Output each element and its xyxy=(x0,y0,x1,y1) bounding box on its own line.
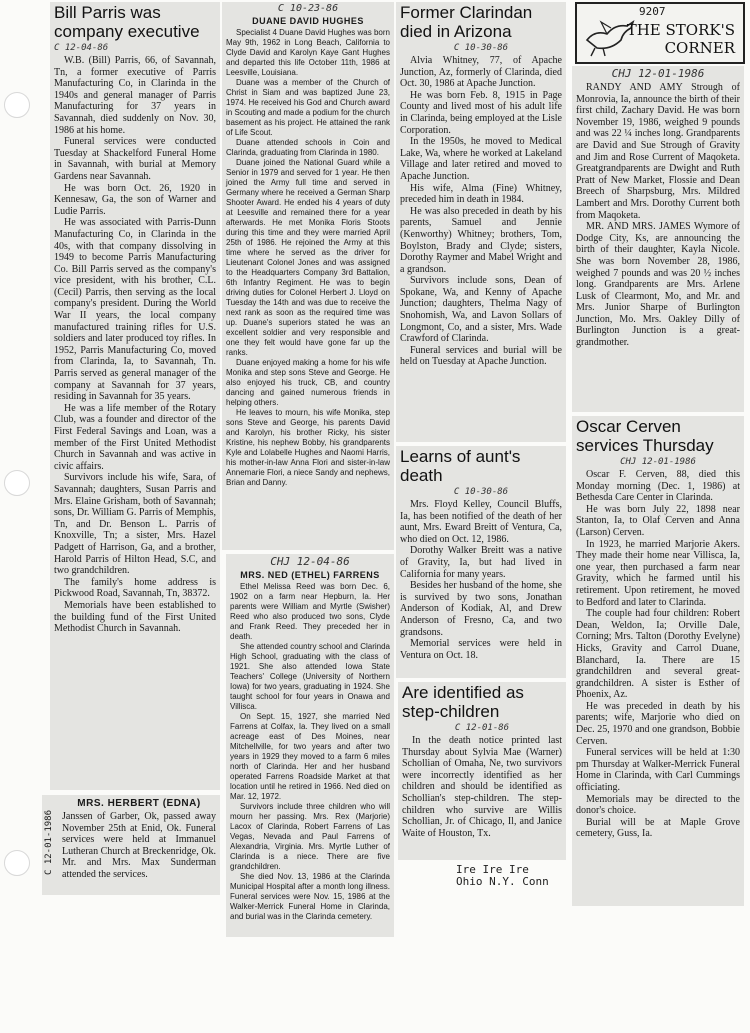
paragraph: Janssen of Garber, Ok, passed away November 25th at Enid, Ok. Funeral services were held at Immanuel Lutheran Church at Breckenridge, Ok. Mr. and Mrs. Max Sunderman attended the services. xyxy=(62,811,216,880)
herbert-body xyxy=(62,811,216,881)
storks-corner-header xyxy=(575,2,745,64)
duane-hughes-clipping xyxy=(222,2,394,550)
storks-corner-title-1: THE STORK'S xyxy=(626,21,735,39)
paragraph: In the 1950s, he moved to Medical Lake, Wa, where he worked at Lakeland Village and later retired and moved to Apache Junction. xyxy=(400,136,562,182)
bill-parris-date: C 12-04-86 xyxy=(54,43,109,53)
ethel-title: MRS. NED (ETHEL) FARRENS xyxy=(240,570,380,580)
storks-corner-date: CHJ 12-01-1986 xyxy=(611,67,705,80)
paragraph: Memorials have been established to the building fund of the First United Methodist Church in Savannah. xyxy=(54,599,216,635)
paragraph: He was associated with Parris-Dunn Manufacturing Co, in Clarinda in the 40s, with that company dissolving in 1949 to become Parris Manufacturing Co. Bill Parris served as the company's vice president, with his brother, C.L. (Cecil) Parris, then serving as the local company's president. During the World War II years, the local company manufactured training rifles for U.S. soldiers and later produced toy rifles. In 1952, Parris Manufacturing Co, moved from Clarinda, Ia, to Savannah, Tn. Parris served as general manager of the company at Savannah for 37 years, residing in Savannah for 35 years. xyxy=(54,217,216,403)
paragraph: Memorial services were held in Ventura on Oct. 18. xyxy=(400,638,562,661)
paragraph: Funeral services and burial will be held on Tuesday at Apache Junction. xyxy=(400,344,562,368)
paragraph: MR. AND MRS. JAMES Wymore of Dodge City, Ks, are announcing the birth of their daughter, Kayla Nicole. She was born November 28, 1986, weighed 7 pounds and was 20 ½ inches long. Grandparents are Mrs. Arlene Lusk of Clearmont, Mo, and Mr. and Mrs. Junior Sharpe of Burlington Junction, Mo. Mrs. Oakley Dilly of Burlington Junction is a great-grandmother. xyxy=(576,221,740,349)
stamp-line: Ohio N.Y. Conn xyxy=(456,875,549,888)
paragraph: Besides her husband of the home, she is survived by two sons, Jonathan Anderson of Kodiak, Al, and Drew Anderson of Fresno, Ca, and two grandsons. xyxy=(400,580,562,638)
binder-hole xyxy=(4,92,30,118)
ink-stamp xyxy=(456,864,566,888)
paragraph: Duane joined the National Guard while a Senior in 1979 and served for 1 year. He then joined the Army full time and served in Germany where he received a German Sharp Shooter Award. He ended his 4 years of duty at Leesville and remained there for a year afterwards. He met Monika Floris Stoots during this time and they were married April 25th of 1986. He rejoined the Army at this time where he served as the driver for Lieutenant Colonel Jones and was assigned to the Headquarters Company 3rd Battalion, 6th Infantry Regiment. He was to begin driving duties for Colonel Herbert J. Lloyd on Tuesday the 14th and was due to receive the next rank as soon as the required time was up. Duane's superiors stated he was an excellent soldier and very responsible and one they felt would have gone far up the ranks. xyxy=(226,158,390,357)
step-children-headline: Are identified as step-children xyxy=(402,683,524,721)
paragraph: Mrs. Floyd Kelley, Council Bluffs, Ia, has been notified of the death of her aunt, Mrs. Eward Breitt of Ventura, Ca, who died on Oct. 12, 1986. xyxy=(400,499,562,545)
oscar-cerven-clipping xyxy=(572,416,744,906)
paragraph: Survivors include his wife, Sara, of Savannah; daughters, Susan Parris and Mrs. Elaine Grisham, both of Savannah; sons, Dr. William G. Parris of Memphis, Tn, and Dr. Benson L. Parris of Knoxville, Tn; a sister, Mrs. Hazel Padgett of Harrison, Ga, and a brother, Harold Parris of Hilton Head, S.C, and two grandchildren. xyxy=(54,472,216,577)
paragraph: He was preceded in death by his parents; wife, Marjorie who died on Dec. 25, 1970 and one grandson, Bobbie Cerven. xyxy=(576,700,740,747)
paragraph: His wife, Alma (Fine) Whitney, preceded him in death in 1984. xyxy=(400,182,562,206)
oscar-cerven-body xyxy=(576,469,740,840)
paragraph: Burial will be at Maple Grove cemetery, Guss, Ia. xyxy=(576,816,740,840)
paragraph: The family's home address is Pickwood Road, Savannah, Tn, 38372. xyxy=(54,576,216,600)
learns-headline: Learns of aunt's death xyxy=(400,447,521,485)
bill-parris-headline: Bill Parris was company executive xyxy=(54,3,200,41)
learns-body xyxy=(400,499,562,661)
duane-title: DUANE DAVID HUGHES xyxy=(252,16,364,26)
former-clarindan-body xyxy=(400,55,562,368)
herbert-title: MRS. HERBERT (EDNA) xyxy=(77,798,201,809)
learns-clipping xyxy=(396,446,566,678)
paragraph: W.B. (Bill) Parris, 66, of Savannah, Tn, a former executive of Parris Manufacturing Co, in Clarinda in the 1940s and general manager of Parris Manufacturing for 37 years in Savannah, died suddenly on Nov. 30, 1986 at his home. xyxy=(54,55,216,136)
paragraph: Ethel Melissa Reed was born Dec. 6, 1902 on a farm near Hepburn, Ia. Her parents were William and Myrtle (Swisher) Reed who also produced two sons, Clyde and Frank Reed. They preceded her in death. xyxy=(230,582,390,641)
duane-date: C 10-23-86 xyxy=(277,3,339,14)
step-children-body xyxy=(402,735,562,839)
storks-corner-title-2: CORNER xyxy=(664,39,735,57)
paragraph: The couple had four children: Robert Dean, Weldon, Ia; Orville Dale, Corning; Mrs. Talton (Dorothy Evelyne) Hicks, Gravity and Carrol Duane, Blanchard, Ia. There are 15 grandchildren and several great-grandchildren. A sister is Esther of Phoenix, Az. xyxy=(576,608,740,701)
paragraph: Survivors include sons, Dean of Spokane, Wa, and Kenny of Apache Junction; daughters, Thelma Nagy of Snohomish, Wa, and Lavon Sollars of Longmont, Co, and a sister, Mrs. Wade Crawford of Clarinda. xyxy=(400,275,562,345)
bill-parris-body xyxy=(54,55,216,635)
step-children-date: C 12-01-86 xyxy=(454,723,510,733)
duane-body xyxy=(226,28,390,488)
ethel-farrens-clipping xyxy=(226,554,394,937)
paragraph: Specialist 4 Duane David Hughes was born May 9th, 1962 in Long Beach, California to Clyde David and Karolyn Kaye Gant Hughes and departed this life October 11th, 1986 at Leesville, Louisiana. xyxy=(226,28,390,77)
ethel-body xyxy=(230,582,390,922)
stamp-line: Ire Ire Ire xyxy=(456,863,529,876)
paragraph: Dorothy Walker Breitt was a native of Gravity, Ia, but had lived in California for many years. xyxy=(400,545,562,580)
paragraph: Funeral services will be held at 1:30 pm Thursday at Walker-Merrick Funeral Home in Clarinda, with Carl Cummings officiating. xyxy=(576,747,740,794)
paragraph: He was born Oct. 26, 1920 in Kennesaw, Ga, the son of Warner and Ludie Parris. xyxy=(54,182,216,217)
learns-date: C 10-30-86 xyxy=(453,487,509,497)
paragraph: In 1923, he married Marjorie Akers. They made their home near Villisca, Ia, one year, then purchased a farm near Gravity, which he farmed until his retirement. Upon retirement, he moved to Bedford and later to Clarinda. xyxy=(576,538,740,608)
ethel-date: CHJ 12-04-86 xyxy=(270,555,350,568)
herbert-vertical-date: C 12-01-1986 xyxy=(44,809,54,875)
binder-hole xyxy=(4,850,30,876)
paragraph: Funeral services were conducted Tuesday at Shackelford Funeral Home in Savannah, with burial at Memory Gardens near Savannah. xyxy=(54,136,216,182)
paragraph: Alvia Whitney, 77, of Apache Junction, Az, formerly of Clarinda, died Oct. 30, 1986 at Apache Junction. xyxy=(400,55,562,90)
paragraph: Memorials may be directed to the donor's choice. xyxy=(576,793,740,817)
paragraph: On Sept. 15, 1927, she married Ned Farrens at Colfax, Ia. They lived on a small acreage east of Des Moines, near Mitchellville, for two years and after two years in 1929 they moved to a farm 6 miles north of Clarinda. Her and her husband operated Farrens Roadside Market at that location until he retired in 1966. Ned died on Mar. 12, 1972. xyxy=(230,712,390,801)
paragraph: Duane attended schools in Coin and Clarinda, graduating from Clarinda in 1980. xyxy=(226,138,390,157)
former-clarindan-headline: Former Clarindan died in Arizona xyxy=(400,3,533,41)
herbert-clipping xyxy=(42,795,220,895)
binder-hole xyxy=(4,470,30,496)
oscar-cerven-date: CHJ 12-01-1986 xyxy=(620,457,696,467)
paragraph: Survivors include three children who will mourn her passing. Mrs. Rex (Marjorie) Lacox of Clarinda, Robert Farrens of Las Vegas, Nevada and Paul Farrens of Alexandria, Virginia. Mrs. Myrtle Luther of Clarinda is a niece. There are five grandchildren. xyxy=(230,802,390,871)
paragraph: In the death notice printed last Thursday about Sylvia Mae (Warner) Schollian of Omaha, Ne, two survivors were incorrectly identified as her children and should be identified as Schollian's step-children. The step-children who survive are Willis Schollian, Jr. of Chicago, Il, and Janice Waite of Houston, Tx. xyxy=(402,735,562,839)
storks-corner-clipping xyxy=(572,66,744,412)
storks-corner-number: 9207 xyxy=(639,5,666,18)
paragraph: He was born Feb. 8, 1915 in Page County and lived most of his adult life in Clarinda, being employed at the Lisle Corporation. xyxy=(400,89,562,136)
bill-parris-clipping xyxy=(50,2,220,790)
paragraph: He was also preceded in death by his parents, Samuel and Jennie (Kenworthy) Whitney; brothers, Tom, Boylston, Brady and Clyde; sisters, Dorothy Raymer and Mabel Wright and a grandson. xyxy=(400,205,562,275)
paragraph: She attended country school and Clarinda High School, graduating with the class of 1921. She also attended Iowa State Teachers' College (University of Northern Iowa) for two years, graduating in 1924. She taught school for four years in Onawa and Villisca. xyxy=(230,642,390,711)
step-children-clipping xyxy=(398,682,566,860)
paragraph: He leaves to mourn, his wife Monika, step sons Steve and George, his parents David and Karolyn, his brother Ricky, his sister Kristine, his nephew Bobby, his grandparents Kyle and Lolabelle Hughes and Naomi Harris, his mother-in-law Anna Flori and sister-in-law Annemarie Flori, a niece Sandy and nephews, Brian and Danny. xyxy=(226,408,390,487)
paragraph: Duane enjoyed making a home for his wife Monika and step sons Steve and George. He also enjoyed his truck, CB, and country dancing and gained numerous friends in helping others. xyxy=(226,358,390,407)
paragraph: He was a life member of the Rotary Club, was a founder and director of the First Federal Savings and Loan, was a member of the First United Methodist Church in Savannah and was active in civic affairs. xyxy=(54,402,216,472)
paragraph: Duane was a member of the Church of Christ in Siam and was baptized June 23, 1974. He received his God and Church award in Scouting and made a podium for the church basement as his project. He attained the rank of Life Scout. xyxy=(226,78,390,137)
paragraph: Oscar F. Cerven, 88, died this Monday morning (Dec. 1, 1986) at Bethesda Care Center in Clarinda. xyxy=(576,469,740,504)
oscar-cerven-headline: Oscar Cerven services Thursday xyxy=(576,417,714,455)
storks-corner-body xyxy=(576,82,740,349)
former-clarindan-clipping xyxy=(396,2,566,442)
former-clarindan-date: C 10-30-86 xyxy=(453,43,509,53)
paragraph: He was born July 22, 1898 near Stanton, Ia, to Olaf Cerven and Anna (Larson) Cerven. xyxy=(576,503,740,538)
paragraph: RANDY AND AMY Strough of Monrovia, Ia, announce the birth of their first child, Zachary David. He was born November 19, 1986, weighed 9 pounds and was 22 ¼ inches long. Grandparents are David and Sue Strough of Gravity and Jim and Rose Current of Maqoketa. Greatgrandparents are Dwight and Ruth Pratt of New Market, Flossie and Dean Breech of Sharpsburg, Mrs. Mildred Lambert and Mrs. Dorothy Current both from Maqoketa. xyxy=(576,82,740,221)
paragraph: She died Nov. 13, 1986 at the Clarinda Municipal Hospital after a month long illness. Funeral services were Nov. 15, 1986 at the Walker-Merrick Funeral Home in Clarinda, and burial was in the Clarinda cemetery. xyxy=(230,872,390,921)
